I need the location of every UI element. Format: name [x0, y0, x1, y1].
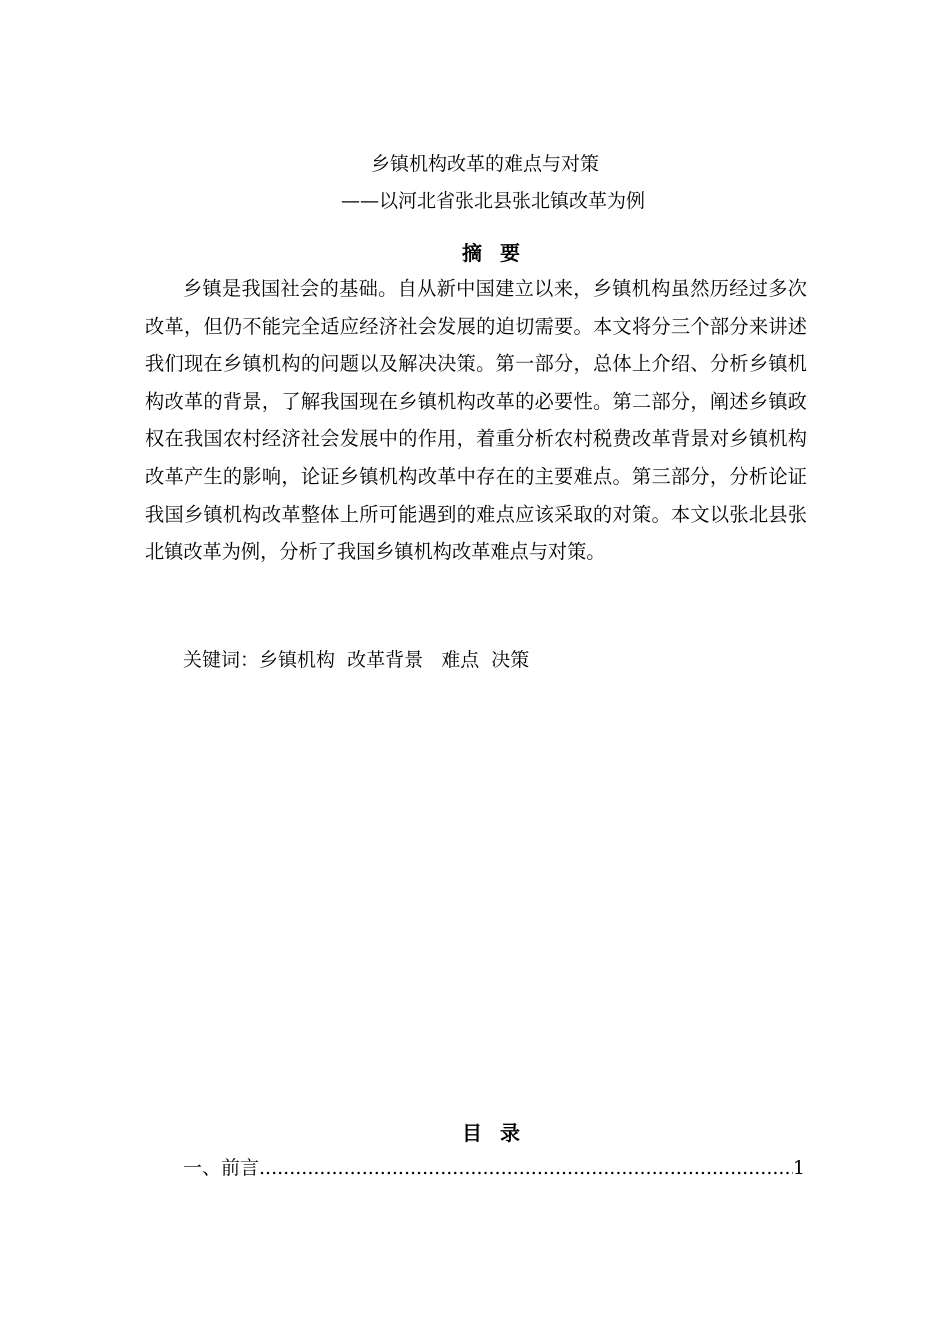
document-subtitle: ——以河北省张北县张北镇改革为例 — [340, 190, 645, 212]
toc-heading: 目录 — [462, 1121, 538, 1145]
toc-entry-label: 一、前言 — [183, 1157, 260, 1179]
document-title: 乡镇机构改革的难点与对策 — [370, 153, 599, 175]
toc-entry[interactable] — [183, 1155, 805, 1181]
toc-dot-leader — [259, 1155, 793, 1181]
abstract-heading: 摘要 — [462, 241, 538, 265]
abstract-body: 乡镇是我国社会的基础。自从新中国建立以来，乡镇机构虽然历经过多次改革，但仍不能完全适应经济社会发展的迫切需要。本文将分三个部分来讲述我们现在乡镇机构的问题以及解决决策。第一部分，总体上介绍、分析乡镇机构改革的背景，了解我国现在乡镇机构改革的必要性。第二部分，阐述乡镇政权在我国农村经济社会发展中的作用，着重分析农村税费改革背景对乡镇机构改革产生的影响，论证乡镇机构改革中存在的主要难点。第三部分，分析论证我国乡镇机构改革整体上所可能遇到的难点应该采取的对策。本文以张北县张北镇改革为例，分析了我国乡镇机构改革难点与对策。 — [145, 277, 807, 564]
toc-entry-page: 1 — [792, 1157, 805, 1179]
keywords-line: 关键词：乡镇机构 改革背景 难点 决策 — [183, 649, 530, 671]
